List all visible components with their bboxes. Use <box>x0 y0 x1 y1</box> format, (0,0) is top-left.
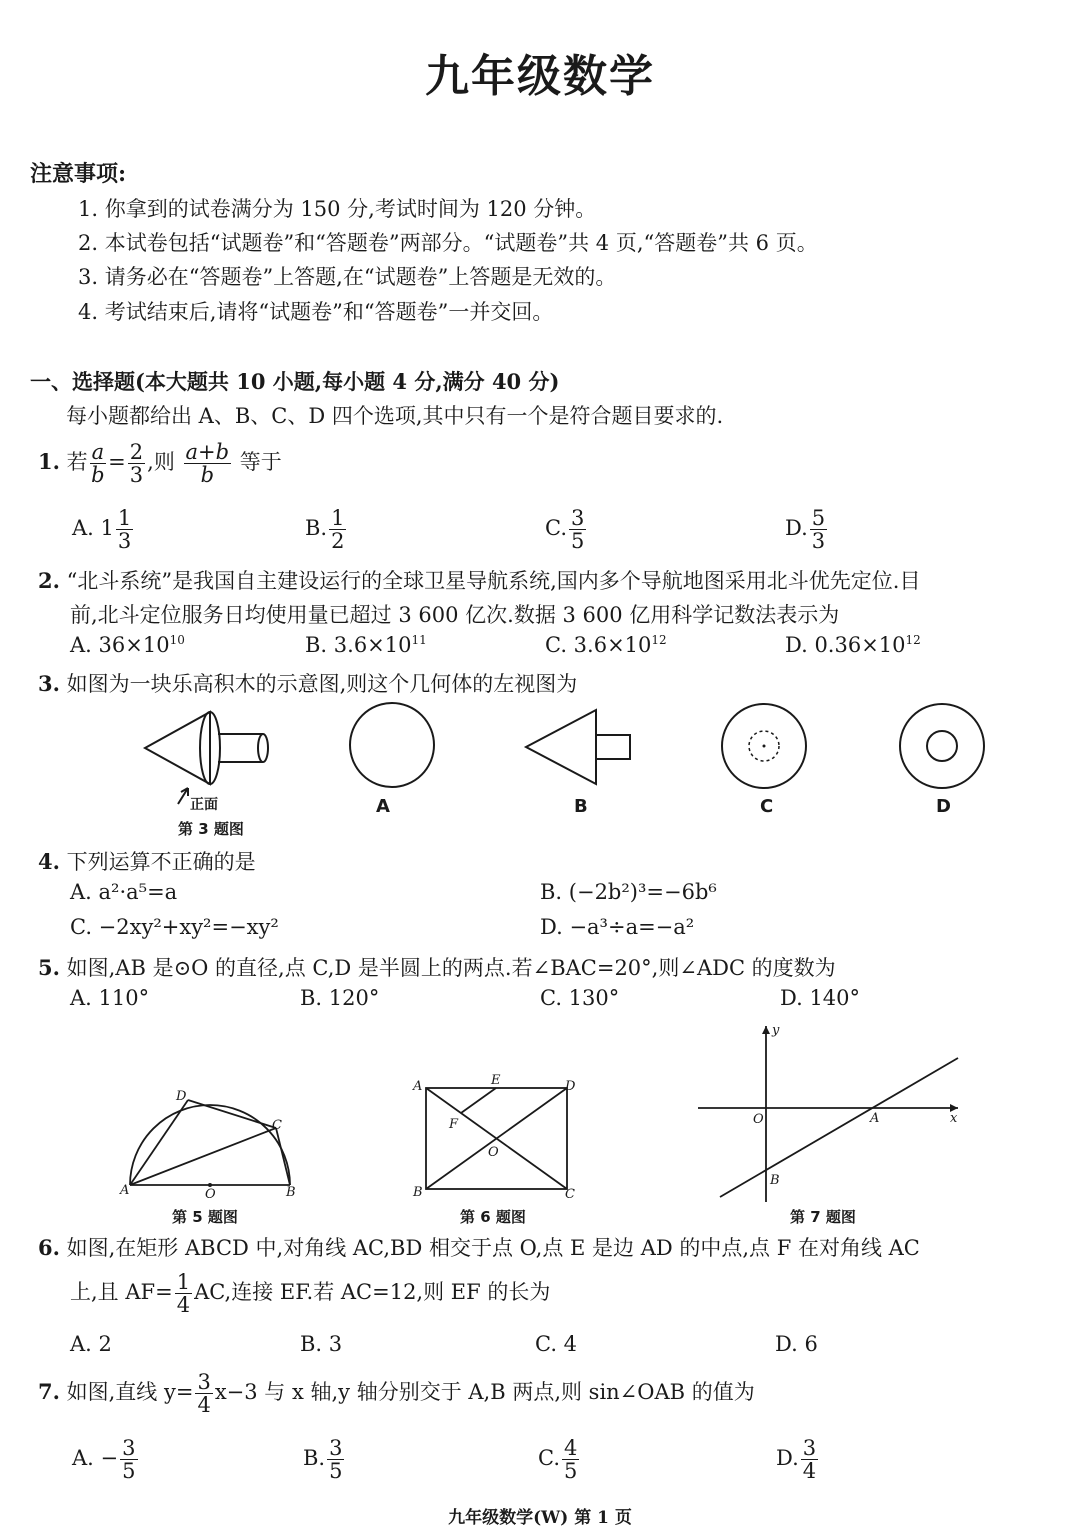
fraction-3-4: $\frac{3}{4}$ <box>197 1369 211 1417</box>
page-title: 九年级数学 <box>425 51 655 102</box>
notice-heading: 注意事项: <box>30 161 127 187</box>
q1-option-c[interactable]: C. $\frac{3}{5}$ <box>545 505 585 553</box>
q1-option-b[interactable]: B. $\frac{1}{2}$ <box>305 505 345 553</box>
q4-option-d[interactable]: D. −a³÷a=−a² <box>540 915 695 939</box>
fig7-diagram <box>690 1022 970 1204</box>
fig3-label-d: D <box>936 796 951 817</box>
fig7-caption: 第 7 题图 <box>790 1208 856 1226</box>
q5-option-c[interactable]: C. 130° <box>540 986 620 1010</box>
q5-option-a[interactable]: A. 110° <box>70 986 150 1010</box>
fig5-point-c: C <box>272 1118 282 1133</box>
fig5-point-a: A <box>120 1183 130 1198</box>
question-2-line1: 2. “北斗系统”是我国自主建设运行的全球卫星导航系统,国内多个导航地图采用北斗优先定位.目 <box>38 568 921 593</box>
fig5-point-o: O <box>205 1187 216 1200</box>
q1-option-a[interactable]: A. 1 $\frac{1}{3}$ <box>72 505 132 553</box>
q6-option-c[interactable]: C. 4 <box>535 1332 578 1356</box>
fig5-diagram <box>110 1070 310 1200</box>
fig6-point-d: D <box>565 1079 576 1094</box>
notice-item-2: 2. 本试卷包括“试题卷”和“答题卷”两部分。“试题卷”共 4 页,“答题卷”共 6 页。 <box>78 231 818 255</box>
q2-option-d[interactable]: D. $0.36\times 10^{12}$ <box>785 633 921 657</box>
option-b-triangle <box>526 710 596 784</box>
notice-item-3: 3. 请务必在“答题卷”上答题,在“试题卷”上答题是无效的。 <box>78 265 617 289</box>
fig3-label-a: A <box>376 796 390 817</box>
fig6-point-b: B <box>413 1185 423 1200</box>
q1-eq: = <box>108 450 126 474</box>
question-6-line2: 上,且 AF= $\frac{1}{4}$ AC,连接 EF.若 AC=12,则 EF 的长为 <box>70 1269 551 1317</box>
fig7-point-a: A <box>870 1111 880 1126</box>
chord-dc <box>188 1100 276 1128</box>
chord-ac <box>130 1128 276 1185</box>
fig6-point-f: F <box>449 1117 459 1132</box>
q2-option-b[interactable]: B. $3.6\times 10^{11}$ <box>305 633 427 657</box>
q1-text-post: 等于 <box>239 450 282 474</box>
q7-option-c[interactable]: C. $\frac{4}{5}$ <box>538 1435 578 1483</box>
q4-option-c[interactable]: C. −2xy²+xy²=−xy² <box>70 915 279 939</box>
cylinder-shape <box>218 734 263 762</box>
option-d-outer <box>900 704 984 788</box>
q7-option-a[interactable]: A. − $\frac{3}{5}$ <box>72 1435 136 1483</box>
fig5-caption: 第 5 题图 <box>172 1208 238 1226</box>
fig6-point-e: E <box>491 1073 501 1088</box>
option-d-inner <box>927 731 957 761</box>
q4-option-b[interactable]: B. (−2b²)³=−6b⁶ <box>540 880 717 904</box>
fig3-label-c: C <box>760 796 774 817</box>
fig6-diagram <box>405 1070 595 1205</box>
segment-ef <box>461 1088 496 1113</box>
fig7-x-label: x <box>950 1111 958 1126</box>
question-7: 7. 如图,直线 y= $\frac{3}{4}$ x−3 与 x 轴,y 轴分别交于 A,B 两点,则 sin∠OAB 的值为 <box>38 1369 755 1417</box>
q1-option-d[interactable]: D. $\frac{5}{3}$ <box>785 505 826 553</box>
q1-then: ,则 <box>147 450 175 474</box>
semicircle-arc <box>130 1105 290 1185</box>
q7-option-b[interactable]: B. $\frac{3}{5}$ <box>303 1435 343 1483</box>
section-heading: 一、选择题(本大题共 10 小题,每小题 4 分,满分 40 分) <box>30 369 560 394</box>
fraction-2-3: $\frac{2}{3}$ <box>129 439 144 487</box>
fraction-a-b: $\frac{a}{b}$ <box>91 439 105 487</box>
q7-option-d[interactable]: D. $\frac{3}{4}$ <box>776 1435 817 1483</box>
notice-item-4: 4. 考试结束后,请将“试题卷”和“答题卷”一并交回。 <box>78 300 554 324</box>
fig6-point-a: A <box>413 1079 423 1094</box>
line-ab <box>720 1058 958 1197</box>
fig3-label-b: B <box>574 796 588 817</box>
fraction-apb-b: $\frac{a+b}{b}$ <box>185 439 230 487</box>
notice-item-1: 1. 你拿到的试卷满分为 150 分,考试时间为 120 分钟。 <box>78 197 597 221</box>
q1-text-pre: 若 <box>66 450 88 474</box>
question-5: 5. 如图,AB 是⊙O 的直径,点 C,D 是半圆上的两点.若∠BAC=20°,则∠ADC 的度数为 <box>38 955 836 980</box>
q6-option-b[interactable]: B. 3 <box>300 1332 343 1356</box>
fig5-point-b: B <box>286 1185 296 1200</box>
front-label: 正面 <box>190 797 218 813</box>
option-b-rect <box>596 735 630 759</box>
fig7-point-o: O <box>753 1112 764 1127</box>
fig6-point-o: O <box>488 1145 499 1160</box>
front-arrow <box>178 788 188 804</box>
q5-option-b[interactable]: B. 120° <box>300 986 380 1010</box>
q6-option-d[interactable]: D. 6 <box>775 1332 818 1356</box>
question-2-line2: 前,北斗定位服务日均使用量已超过 3 600 亿次.数据 3 600 亿用科学记数法表示为 <box>70 603 840 627</box>
q6-option-a[interactable]: A. 2 <box>70 1332 112 1356</box>
chord-ad <box>130 1100 188 1185</box>
section-intro: 每小题都给出 A、B、C、D 四个选项,其中只有一个是符合题目要求的. <box>66 404 724 428</box>
chord-cb <box>276 1128 290 1185</box>
q3-figures <box>130 700 1010 840</box>
fig6-point-c: C <box>565 1187 575 1202</box>
q2-option-a[interactable]: A. $36\times 10^{10}$ <box>70 633 185 657</box>
fig5-point-d: D <box>176 1089 187 1104</box>
fig7-y-label: y <box>772 1023 780 1038</box>
question-number: 1. <box>38 449 60 474</box>
cylinder-end <box>258 734 268 762</box>
question-6-line1: 6. 如图,在矩形 ABCD 中,对角线 AC,BD 相交于点 O,点 E 是边 AD 的中点,点 F 在对角线 AC <box>38 1235 920 1260</box>
question-1 <box>38 436 282 488</box>
fig7-point-b: B <box>770 1173 780 1188</box>
question-3: 3. 如图为一块乐高积木的示意图,则这个几何体的左视图为 <box>38 671 578 696</box>
fig3-caption: 第 3 题图 <box>178 820 244 838</box>
fraction-1-4: $\frac{1}{4}$ <box>176 1269 191 1317</box>
option-a-circle <box>350 703 434 787</box>
page-footer: 九年级数学(W) 第 1 页 <box>448 1508 632 1528</box>
question-4: 4. 下列运算不正确的是 <box>38 849 256 874</box>
q5-option-d[interactable]: D. 140° <box>780 986 861 1010</box>
q4-option-a[interactable]: A. a²·a⁵=a <box>70 880 178 904</box>
q2-option-c[interactable]: C. $3.6\times 10^{12}$ <box>545 633 667 657</box>
fig6-caption: 第 6 题图 <box>460 1208 526 1226</box>
